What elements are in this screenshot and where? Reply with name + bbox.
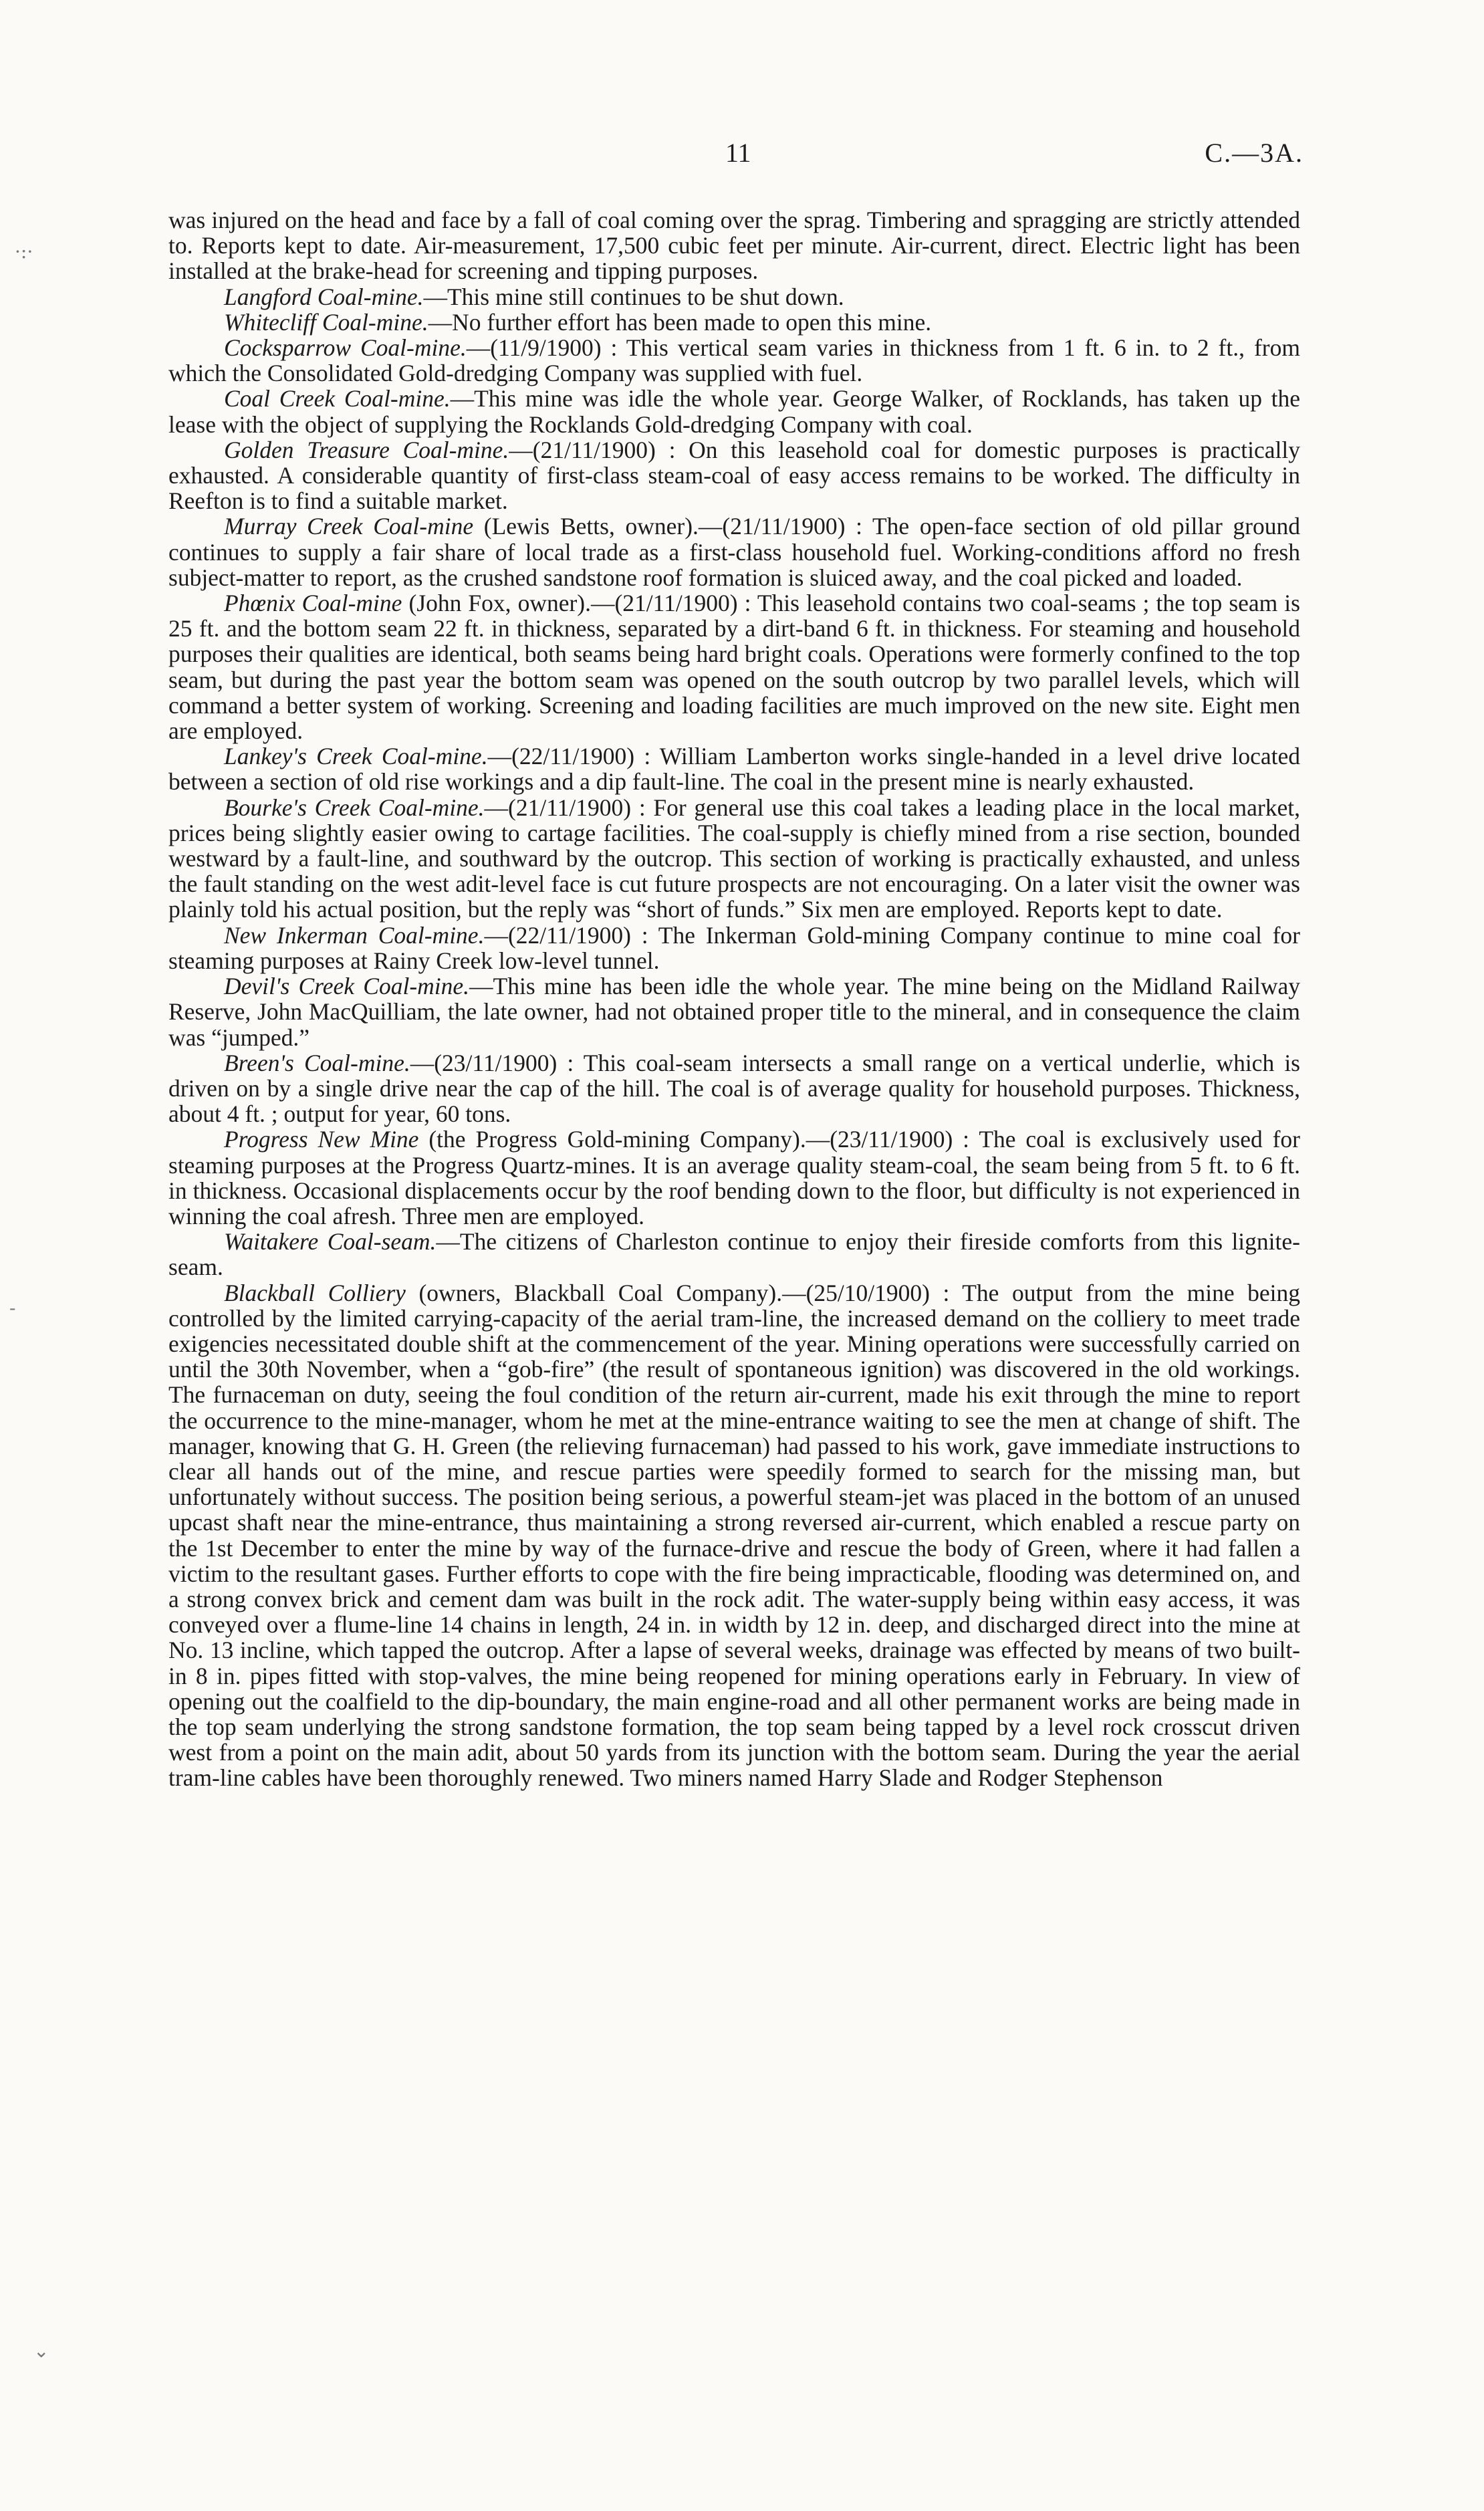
mine-name: Devil's Creek Coal-mine. [224, 973, 470, 1000]
mine-name: Progress New Mine [224, 1126, 419, 1153]
paragraph: Golden Treasure Coal-mine.—(21/11/1900) : On this leasehold coal for domestic purposes is practically exhausted. A considerable quantity of first-class steam-coal of easy access remains to be worked. The difficulty in Reefton is to find a suitable market. [168, 436, 1300, 515]
paragraph: Blackball Colliery (owners, Blackball Coal Company).—(25/10/1900) : The output from the mine being controlled by the limited carrying-capacity of the aerial tram-line, the increased demand on the colliery to meet trade exigencies necessitated double shift at the commencement of the year. Mining operations were successfully carried on until the 30th November, when a “gob-fire” (the result of spontaneous ignition) was discovered in the old workings. The furnaceman on duty, seeing the foul condition of the return air-current, made his exit through the mine to report the occurrence to the mine-manager, whom he met at the mine-entrance waiting to see the men at change of shift. The manager, knowing that G. H. Green (the relieving furnaceman) had passed to his work, gave immediate instructions to clear all hands out of the mine, and rescue parties were speedily formed to search for the missing man, but unfortunately without success. The position being serious, a powerful steam-jet was placed in the bottom of an unused upcast shaft near the mine-entrance, thus maintaining a strong reversed air-current, which enabled a rescue party on the 1st December to enter the mine by way of the furnace-drive and rescue the body of Green, where it had fallen a victim to the resultant gases. Further efforts to cope with the fire being impracticable, flooding was determined on, and a strong convex brick and cement dam was built in the rock adit. The water-supply being within easy access, it was conveyed over a flume-line 14 chains in length, 24 in. in width by 12 in. deep, and discharged direct into the mine at No. 13 incline, which tapped the outcrop. After a lapse of several weeks, drainage was effected by means of two built-in 8 in. pipes fitted with stop-valves, the mine being reopened for mining operations early in February. In view of opening out the coalfield to the dip-boundary, the main engine-road and all other permanent works are being made in the top seam underlying the strong sandstone formation, the top seam being tapped by a level rock crosscut driven west from a point on the main adit, about 50 yards from its junction with the bottom seam. During the year the aerial tram-line cables have been thoroughly renewed. Two miners named Harry Slade and Rodger Stephenson [168, 1279, 1301, 1792]
body-text [168, 207, 1300, 1791]
paragraph: Waitakere Coal-seam.—The citizens of Charleston continue to enjoy their fireside comforts from this lignite-seam. [168, 1228, 1300, 1281]
paragraph: Langford Coal-mine.—This mine still continues to be shut down. [224, 283, 844, 310]
document-reference: C.—3A. [1205, 138, 1304, 168]
mine-name: Waitakere Coal-seam. [224, 1228, 437, 1256]
paragraph: Whitecliff Coal-mine.—No further effort has been made to open this mine. [224, 308, 932, 336]
paragraph: was injured on the head and face by a fall of coal coming over the sprag. Timbering and spragging are strictly attended to. Reports kept to date. Air-measurement, 17,500 cubic feet per minute. Air-current, direct. Electric light has been installed at the brake-head for screening and tipping purposes. [168, 207, 1300, 285]
paragraph: Bourke's Creek Coal-mine.—(21/11/1900) : For general use this coal takes a leading place in the local market, prices being slightly easier owing to cartage facilities. The coal-supply is chiefly mined from a rise section, bounded westward by a fault-line, and southward by the outcrop. This section of working is practically exhausted, and unless the fault standing on the west adit-level face is cut future prospects are not encouraging. On a later visit the owner was plainly told his actual position, but the reply was “short of funds.” Six men are employed. Reports kept to date. [168, 794, 1300, 923]
paragraph: Progress New Mine (the Progress Gold-mining Company).—(23/11/1900) : The coal is exclusively used for steaming purposes at the Progress Quartz-mines. It is an average quality steam-coal, the seam being from 5 ft. to 6 ft. in thickness. Occasional displacements occur by the roof bending down to the floor, but difficulty is not experienced in winning the coal afresh. Three men are employed. [168, 1126, 1301, 1229]
mine-name: Breen's Coal-mine. [224, 1049, 410, 1076]
paragraph: Cocksparrow Coal-mine.—(11/9/1900) : This vertical seam varies in thickness from 1 ft. 6 in. to 2 ft., from which the Consolidated Gold-dredging Company was supplied with fuel. [168, 334, 1300, 387]
paragraph: Coal Creek Coal-mine.—This mine was idle the whole year. George Walker, of Rocklands, has taken up the lease with the object of supplying the Rocklands Gold-dredging Company with coal. [168, 385, 1300, 438]
mine-name: Blackball Colliery [224, 1279, 406, 1306]
page-number: 11 [725, 138, 751, 168]
mine-name: Langford Coal-mine. [224, 283, 424, 310]
paragraph: Murray Creek Coal-mine (Lewis Betts, owner).—(21/11/1900) : The open-face section of old pillar ground continues to supply a fair share of local trade as a first-class household fuel. Working-conditions afford no fresh subject-matter to report, as the crushed sandstone roof formation is sluiced away, and the coal picked and loaded. [168, 513, 1300, 591]
paragraph: Devil's Creek Coal-mine.—This mine has been idle the whole year. The mine being on the Midland Railway Reserve, John MacQuilliam, the late owner, had not obtained proper title to the mineral, and in consequence the claim was “jumped.” [168, 973, 1300, 1051]
mine-name: Phœnix Coal-mine [224, 590, 402, 617]
paragraph: New Inkerman Coal-mine.—(22/11/1900) : The Inkerman Gold-mining Company continue to mine coal for steaming purposes at Rainy Creek low-level tunnel. [168, 921, 1300, 974]
mine-name: Murray Creek Coal-mine [224, 513, 474, 540]
mine-name: Coal Creek Coal-mine. [224, 385, 451, 412]
margin-mark: ·:· [15, 241, 33, 263]
mine-name: Whitecliff Coal-mine. [224, 308, 428, 336]
paragraph: Breen's Coal-mine.—(23/11/1900) : This coal-seam intersects a small range on a vertical underlie, which is driven on by a single drive near the cap of the hill. The coal is of average quality for household purposes. Thickness, about 4 ft. ; output for year, 60 tons. [168, 1049, 1300, 1128]
margin-mark: - [9, 1297, 16, 1319]
paragraph: Lankey's Creek Coal-mine.—(22/11/1900) : William Lamberton works single-handed in a level drive located between a section of old rise workings and a dip fault-line. The coal in the present mine is nearly exhausted. [168, 743, 1300, 796]
page-header [0, 137, 1484, 177]
paragraph: Phœnix Coal-mine (John Fox, owner).—(21/11/1900) : This leasehold contains two coal-seams ; the top seam is 25 ft. and the bottom seam 22 ft. in thickness, separated by a dirt-band 6 ft. in thickness. For steaming and household purposes their qualities are identical, both seams being hard bright coals. Operations were formerly confined to the top seam, but during the past year the bottom seam was opened on the south outcrop by two parallel levels, which will command a better system of working. Screening and loading facilities are much improved on the new site. Eight men are employed. [168, 590, 1300, 745]
mine-name: Cocksparrow Coal-mine. [224, 334, 467, 362]
mine-name: Bourke's Creek Coal-mine. [224, 794, 485, 821]
mine-name: New Inkerman Coal-mine. [224, 921, 485, 949]
mine-name: Lankey's Creek Coal-mine. [224, 743, 488, 770]
mine-name: Golden Treasure Coal-mine. [224, 436, 509, 463]
margin-mark: ⌄ [33, 2340, 49, 2362]
